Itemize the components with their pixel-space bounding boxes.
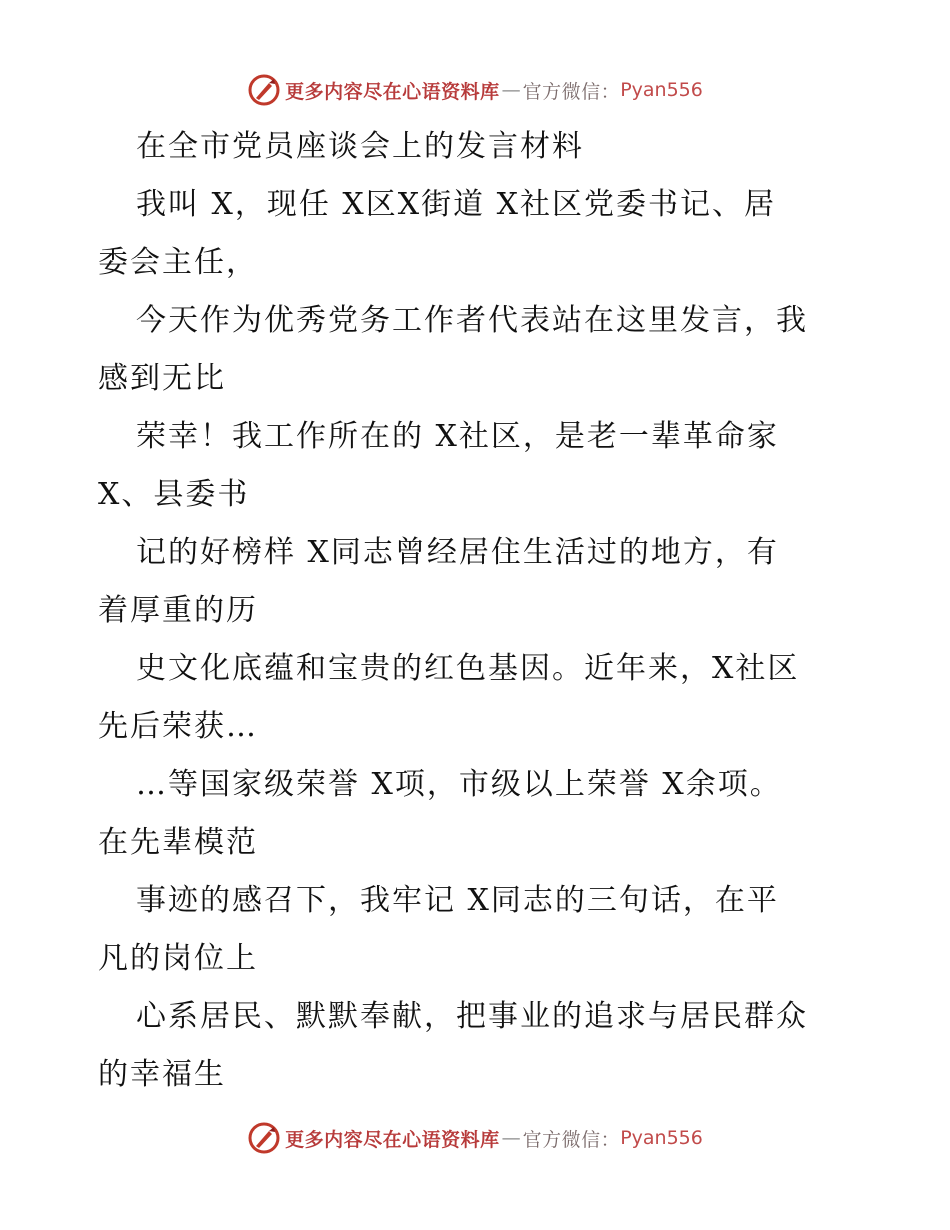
text-line: …等国家级荣誉 X项，市级以上荣誉 X余项。 [136, 767, 782, 802]
watermark-footer [0, 1118, 950, 1158]
text-line: 荣幸！我工作所在的 X社区，是老一辈革命家 [136, 419, 779, 454]
text-line: 先后荣获… [98, 709, 258, 744]
watermark-row [247, 1121, 703, 1155]
text-line: 在先辈模范 [98, 825, 258, 860]
watermark-header [0, 70, 950, 110]
watermark-title: 更多内容尽在心语资料库 [285, 80, 500, 103]
text-line: 凡的岗位上 [98, 941, 258, 976]
text-line: 记的好榜样 X同志曾经居住生活过的地方，有 [136, 535, 779, 570]
quill-logo-icon [247, 1121, 281, 1155]
watermark-wechat-id: Pyan556 [620, 79, 703, 101]
watermark-row [247, 73, 703, 107]
text-line: 我叫 X，现任 X区X街道 X社区党委书记、居 [136, 187, 777, 222]
watermark-wechat-id: Pyan556 [620, 1127, 703, 1149]
watermark-title: 更多内容尽在心语资料库 [285, 1128, 500, 1151]
watermark-wechat-label: 官方微信： [522, 80, 621, 103]
text-line: 事迹的感召下，我牢记 X同志的三句话，在平 [136, 883, 779, 918]
watermark-separator: — [501, 79, 521, 101]
quill-logo-icon [247, 73, 281, 107]
watermark-wechat-label: 官方微信： [522, 1128, 621, 1151]
document-body [98, 118, 878, 1104]
text-line: 心系居民、默默奉献，把事业的追求与居民群众 [136, 999, 808, 1034]
watermark-separator: — [501, 1127, 521, 1149]
text-line: 在全市党员座谈会上的发言材料 [136, 129, 584, 164]
text-line: 委会主任， [98, 245, 258, 280]
text-line: 感到无比 [98, 361, 226, 396]
text-line: 今天作为优秀党务工作者代表站在这里发言，我 [136, 303, 808, 338]
text-line: 着厚重的历 [98, 593, 258, 628]
text-line: X、县委书 [98, 477, 250, 512]
text-line: 史文化底蕴和宝贵的红色基因。近年来，X社区 [136, 651, 800, 686]
text-line: 的幸福生 [98, 1057, 226, 1092]
